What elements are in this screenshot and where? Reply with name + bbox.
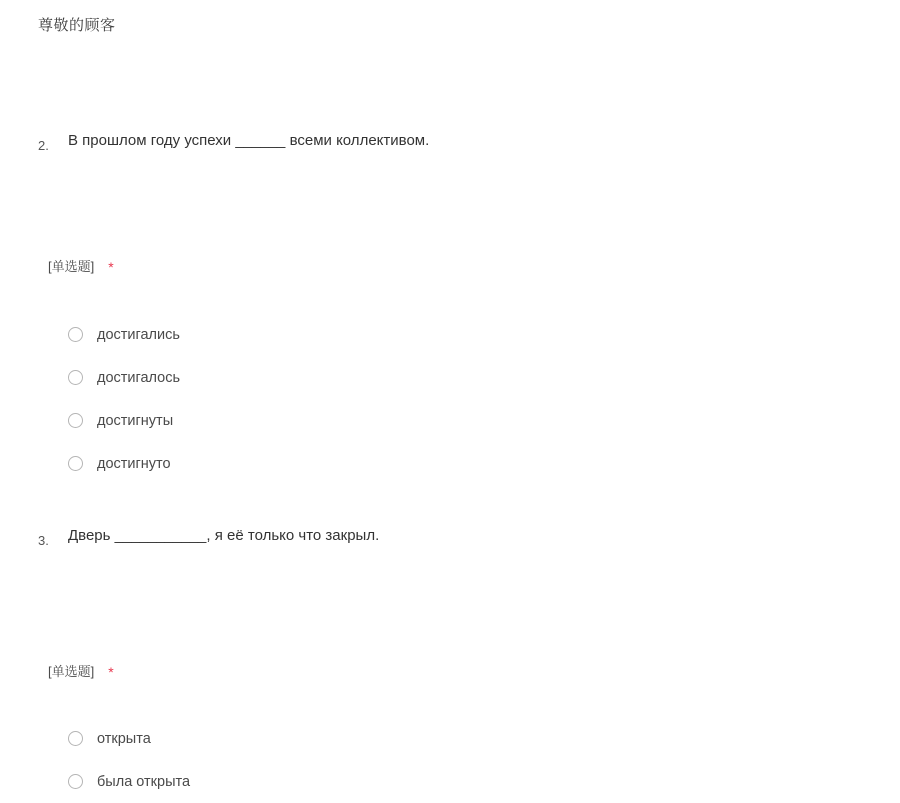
option-label: достигнуто bbox=[97, 455, 171, 472]
question-title: В прошлом году успехи ______ всеми коллективом. bbox=[68, 132, 430, 149]
question-block bbox=[0, 130, 900, 490]
option-item[interactable] bbox=[68, 442, 180, 485]
question-type-bar bbox=[48, 256, 114, 275]
question-type-label: [单选题] bbox=[48, 664, 95, 679]
option-item[interactable] bbox=[68, 760, 190, 803]
radio-icon[interactable] bbox=[68, 327, 83, 342]
option-label: открыта bbox=[97, 730, 151, 747]
required-asterisk: * bbox=[108, 259, 114, 275]
radio-icon[interactable] bbox=[68, 774, 83, 789]
required-asterisk: * bbox=[108, 664, 114, 680]
option-label: была открыта bbox=[97, 773, 191, 790]
radio-icon[interactable] bbox=[68, 370, 83, 385]
question-block bbox=[0, 525, 900, 800]
option-list bbox=[68, 717, 190, 803]
radio-icon[interactable] bbox=[68, 456, 83, 471]
survey-greeting: 尊敬的顾客 bbox=[38, 17, 116, 34]
question-index: 3. bbox=[38, 533, 49, 548]
option-item[interactable] bbox=[68, 356, 180, 399]
option-item[interactable] bbox=[68, 717, 190, 760]
option-label: достигалось bbox=[97, 369, 181, 386]
question-title: Дверь ___________, я её только что закрыл. bbox=[68, 527, 380, 544]
question-type-label: [单选题] bbox=[48, 259, 95, 274]
question-type-bar bbox=[48, 661, 114, 680]
question-index: 2. bbox=[38, 138, 49, 153]
option-list bbox=[68, 313, 180, 485]
option-label: достигнуты bbox=[97, 412, 174, 429]
radio-icon[interactable] bbox=[68, 731, 83, 746]
radio-icon[interactable] bbox=[68, 413, 83, 428]
option-item[interactable] bbox=[68, 313, 180, 356]
option-item[interactable] bbox=[68, 399, 180, 442]
option-label: достигались bbox=[97, 326, 180, 343]
